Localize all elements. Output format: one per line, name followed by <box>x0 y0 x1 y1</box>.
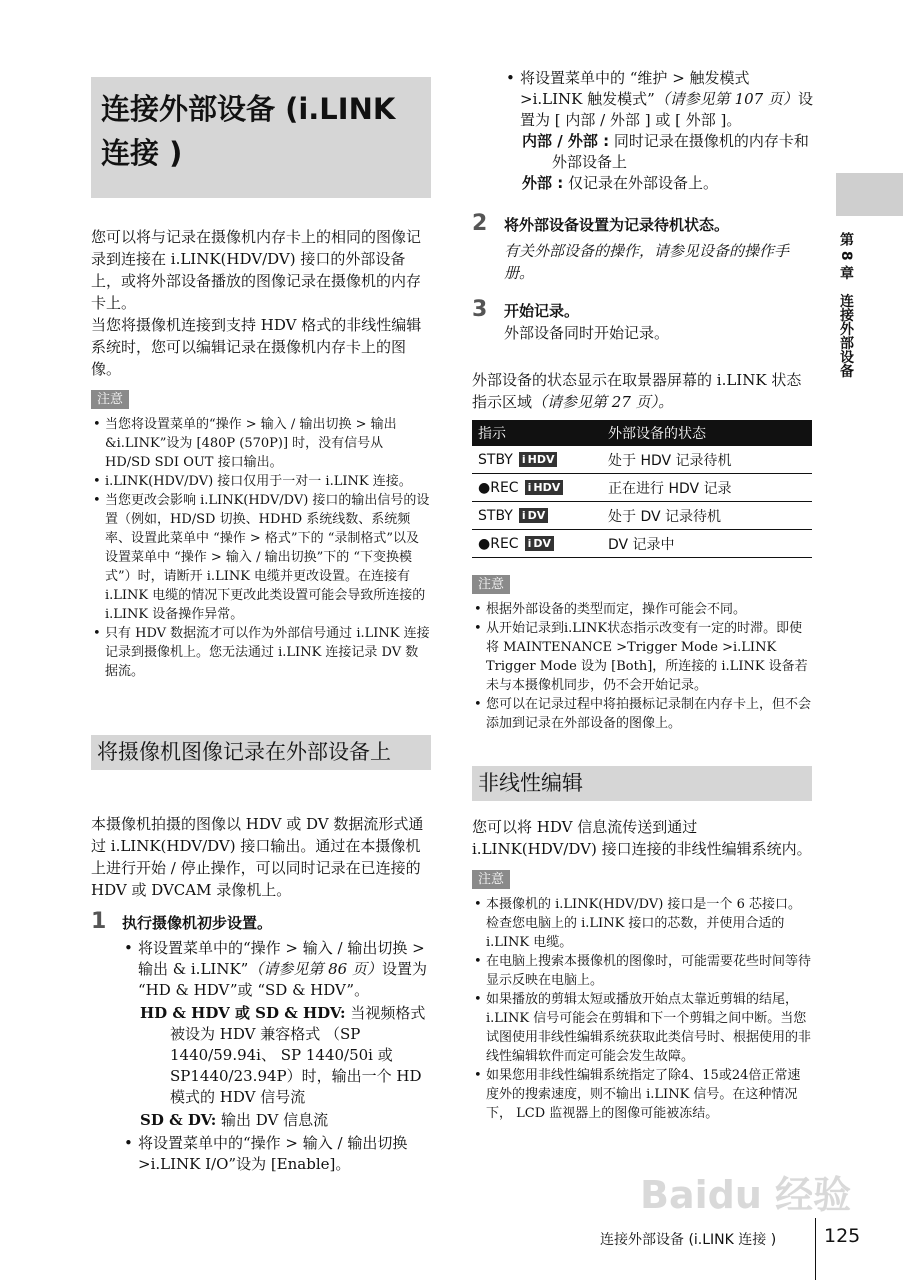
step1-block <box>122 912 432 1175</box>
list-item: • 当您更改会影响 i.LINK(HDV/DV) 接口的输出信号的设置（例如，HD/SD 切换、HDHD 系统线数、系统频率、设置此菜单中 “操作 > 格式”下的 “录制格式”以及设置菜单中 “操作 > 输入 / 输出切换”下的 “下变换模式”）时，请断开 i.LINK 电缆并更改设置。在连接有 i.LINK 电缆的情况下更改此类设置可能会导致所连接的 i.LINK 设备操作异常。 <box>91 491 431 624</box>
left-column-lower <box>91 813 431 901</box>
page-reference: （请参见第 86 页） <box>248 960 382 978</box>
note-label: 注意 <box>91 390 129 409</box>
list-item: • 如果您用非线性编辑系统指定了除4、15或24倍正常速度外的搜索速度，则不输出 i.LINK 信号。在这种情况下， LCD 监视器上的图像可能被冻结。 <box>472 1066 812 1123</box>
section-heading-nonlinear-edit: 非线性编辑 <box>472 766 812 801</box>
status-paragraph: 外部设备的状态显示在取景器屏幕的 i.LINK 状态指示区域（请参见第 27 页）。 <box>472 371 802 411</box>
ilink-dv-icon: i DV <box>519 508 548 523</box>
chapter-tab-label: 第 8 章 连接外部设备 <box>838 232 854 378</box>
step-number-2: 2 <box>472 211 488 236</box>
list-item: • 您可以在记录过程中将拍摄标记录制在内存卡上，但不会添加到记录在外部设备的图像上。 <box>472 695 812 733</box>
step-number-3: 3 <box>472 297 488 322</box>
list-item: • 如果播放的剪辑太短或播放开始点太靠近剪辑的结尾， i.LINK 信号可能会在剪辑和下一个剪辑之间中断。当您试图使用非线性编辑系统获取此类信号时、根据使用的非线性编辑软件而定可能会发生故障。 <box>472 990 812 1066</box>
right-column-top <box>504 68 816 194</box>
title-box <box>91 77 431 198</box>
ilink-dv-icon: i DV <box>525 536 554 551</box>
step2-title: 将外部设备设置为记录待机状态。 <box>504 216 730 234</box>
right-column-lower <box>472 816 812 1123</box>
left-column <box>91 226 431 681</box>
option-hd-hdv: HD & HDV 或 SD & HDV: 当视频格式被设为 HDV 兼容格式 （SP 1440/59.94i、 SP 1440/50i 或 SP1440/23.94P）时，输出一个 HD 模式的 HDV 信号流 <box>140 1004 426 1106</box>
option-external: 外部 : 仅记录在外部设备上。 <box>522 174 719 192</box>
footer-title: 连接外部设备 (i.LINK 连接 ) <box>600 1232 777 1248</box>
ilink-hdv-icon: i HDV <box>519 452 558 467</box>
page-title: 连接外部设备 (i.LINK 连接 ) <box>101 92 396 170</box>
table-row: STBY i DV 处于 DV 记录待机 <box>472 502 812 530</box>
table-row: STBY i HDV 处于 HDV 记录待机 <box>472 446 812 474</box>
list-item: • 在电脑上搜索本摄像机的图像时，可能需要花些时间等待显示反映在电脑上。 <box>472 952 812 990</box>
step1-title: 执行摄像机初步设置。 <box>122 914 273 932</box>
page-reference: （请参见第 107 页） <box>654 90 798 108</box>
note-list <box>91 415 431 681</box>
table-header: 指示 <box>472 420 602 446</box>
step-number-1: 1 <box>91 909 107 934</box>
footer-divider <box>815 1218 816 1280</box>
section2-paragraph: 本摄像机拍摄的图像以 HDV 或 DV 数据流形式通过 i.LINK(HDV/DV) 接口输出。通过在本摄像机上进行开始 / 停止操作，可以同时记录在已连接的 HDV 或 DVCAM 录像机上。 <box>91 815 424 899</box>
table-row: ●REC i HDV 正在进行 HDV 记录 <box>472 474 812 502</box>
list-item: • 当您将设置菜单的“操作 > 输入 / 输出切换 > 输出 &i.LINK”设为 [480P (570P)] 时，没有信号从 HD/SD SDI OUT 接口输出。 <box>91 415 431 472</box>
list-item: • 根据外部设备的类型而定，操作可能会不同。 <box>472 600 812 619</box>
page-reference: （请参见第 27 页）。 <box>532 393 674 411</box>
section-heading-record-external: 将摄像机图像记录在外部设备上 <box>91 735 431 770</box>
table-header: 外部设备的状态 <box>602 420 812 446</box>
note-label: 注意 <box>472 870 510 889</box>
list-item: • 本摄像机的 i.LINK(HDV/DV) 接口是一个 6 芯接口。检查您电脑上的 i.LINK 接口的芯数，并使用合适的 i.LINK 电缆。 <box>472 895 812 952</box>
section3-paragraph: 您可以将 HDV 信息流传送到通过 i.LINK(HDV/DV) 接口连接的非线性编辑系统内。 <box>472 818 812 858</box>
step2-body: 有关外部设备的操作，请参见设备的操作手册。 <box>504 242 790 282</box>
list-item: • 将设置菜单中的 “维护 > 触发模式 >i.LINK 触发模式”（请参见第 107 页）设置为 [ 内部 / 外部 ] 或 [ 外部 ]。 <box>504 68 816 131</box>
option-sd-dv: SD & DV: 输出 DV 信息流 <box>140 1111 329 1129</box>
page-number: 125 <box>824 1225 861 1247</box>
intro-paragraph-2: 当您将摄像机连接到支持 HDV 格式的非线性编辑系统时，您可以编辑记录在摄像机内存卡上的图像。 <box>91 316 422 378</box>
list-item: • 只有 HDV 数据流才可以作为外部信号通过 i.LINK 连接记录到摄像机上。您无法通过 i.LINK 连接记录 DV 数据流。 <box>91 624 431 681</box>
status-table <box>472 420 812 558</box>
list-item: • 将设置菜单中的“操作 > 输入 / 输出切换 > 输出 & i.LINK”（请参见第 86 页）设置为 “HD & HDV”或 “SD & HDV”。 <box>122 938 432 1001</box>
step2-block <box>504 214 816 284</box>
list-item: • i.LINK(HDV/DV) 接口仅用于一对一 i.LINK 连接。 <box>91 472 431 491</box>
chapter-tab-marker <box>836 173 903 216</box>
note-label: 注意 <box>472 575 510 594</box>
list-item: • 将设置菜单中的“操作 > 输入 / 输出切换 >i.LINK I/O”设为 [Enable]。 <box>122 1133 432 1175</box>
intro-paragraph-1: 您可以将与记录在摄像机内存卡上的相同的图像记录到连接在 i.LINK(HDV/DV) 接口的外部设备上，或将外部设备播放的图像记录在摄像机的内存卡上。 <box>91 228 422 312</box>
option-internal-external: 内部 / 外部 : 同时记录在摄像机的内存卡和外部设备上 <box>522 132 809 171</box>
list-item: • 从开始记录到i.LINK状态指示改变有一定的时滞。即使将 MAINTENANCE >Trigger Mode >i.LINK Trigger Mode 设为 [Both]，所连接的 i.LINK 设备若未与本摄像机同步，仍不会开始记录。 <box>472 619 812 695</box>
table-row: ●REC i DV DV 记录中 <box>472 530 812 558</box>
right-notes-1 <box>472 573 812 733</box>
step3-block <box>504 300 816 344</box>
ilink-hdv-icon: i HDV <box>525 480 564 495</box>
step3-body: 外部设备同时开始记录。 <box>504 324 670 342</box>
step3-title: 开始记录。 <box>504 302 580 320</box>
watermark-logo: Baidu 经验 <box>640 1173 852 1217</box>
